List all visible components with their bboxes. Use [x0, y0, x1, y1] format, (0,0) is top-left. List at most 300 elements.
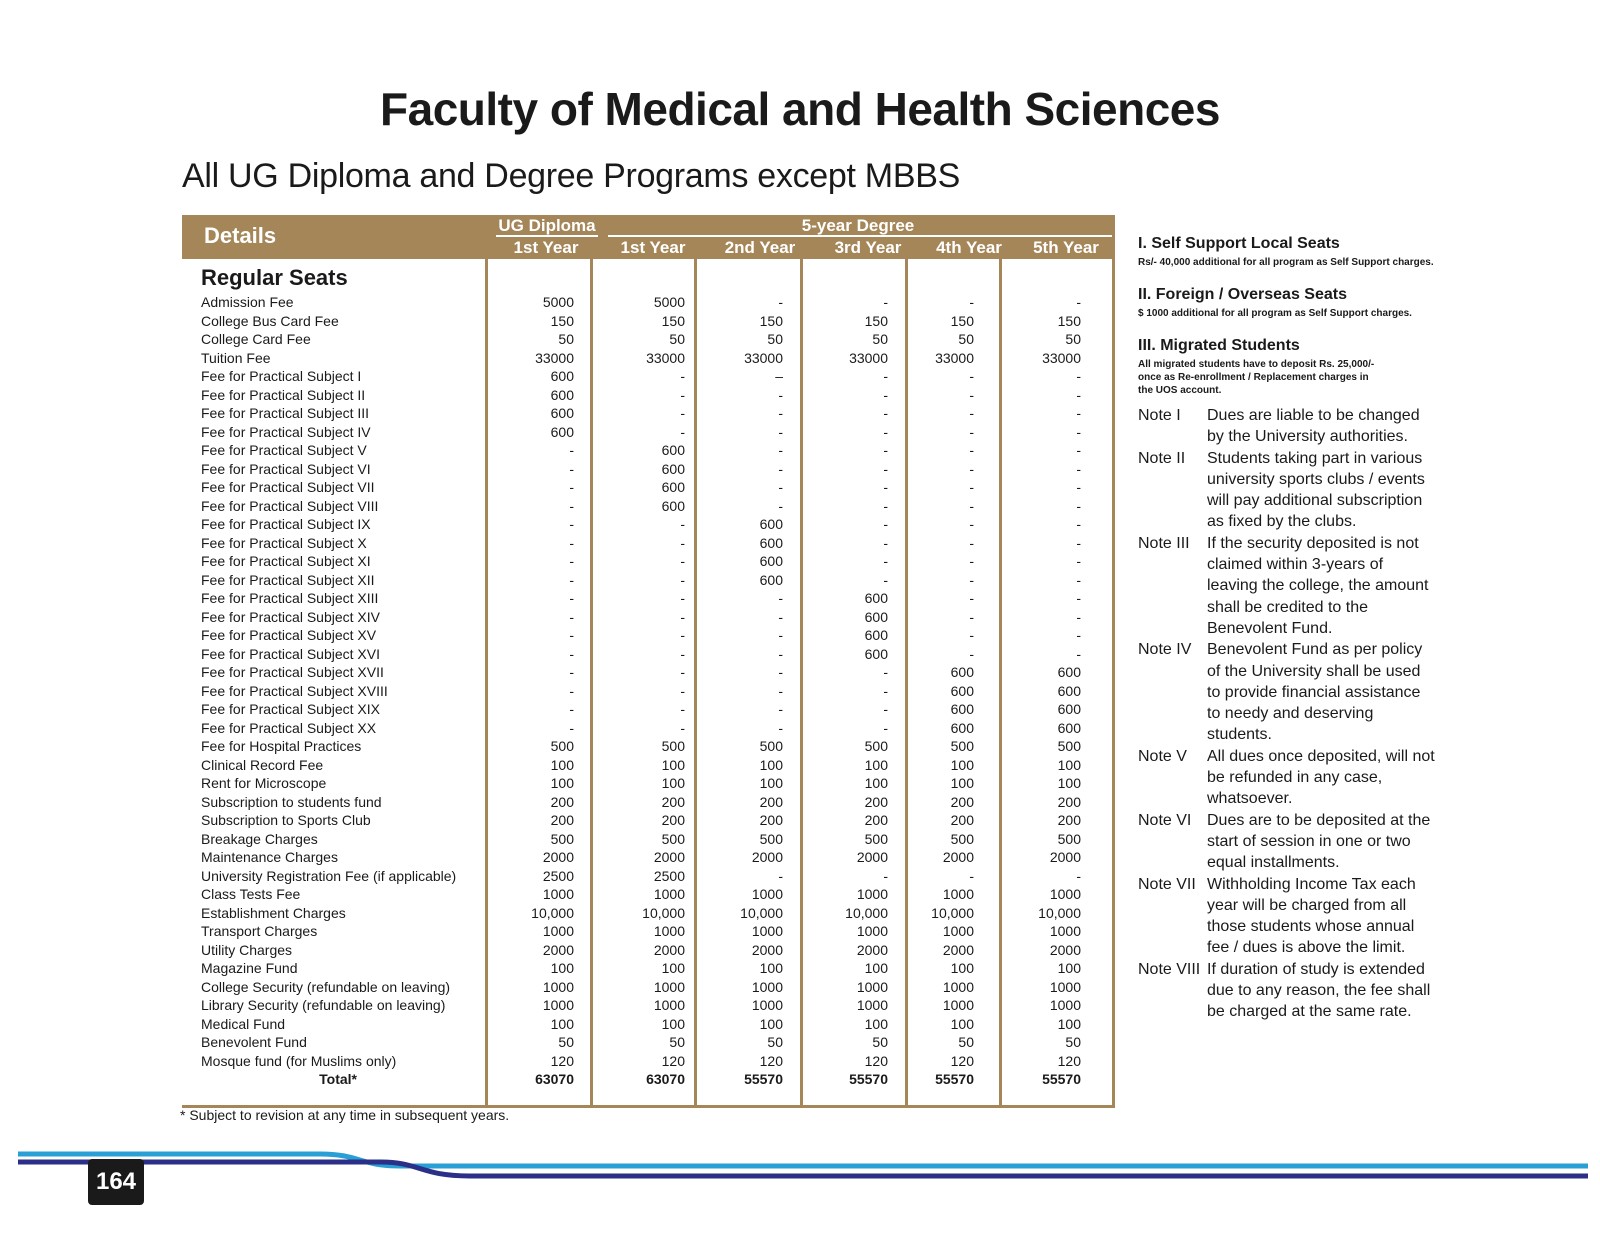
fee-cell: 120 — [759, 1052, 783, 1069]
table-row — [182, 645, 1115, 664]
fee-cell: 1000 — [1049, 978, 1081, 995]
fee-cell: 600 — [759, 553, 783, 569]
fee-cell: 600 — [950, 719, 974, 736]
fee-cell: 55570 — [1042, 1071, 1081, 1087]
row-label: Fee for Practical Subject XVIII — [201, 682, 388, 699]
fee-cell: 200 — [864, 812, 888, 828]
page-number: 164 — [88, 1159, 144, 1205]
fee-cell: 500 — [661, 738, 685, 754]
table-row — [182, 737, 1115, 756]
fee-cell: - — [569, 497, 574, 514]
fee-cell: 100 — [550, 756, 574, 773]
group-header-5-year-degree: 5-year Degree — [801, 216, 915, 235]
info-text: $ 1000 additional for all program as Self Support charges. — [1138, 308, 1412, 319]
fee-cell: 500 — [1057, 738, 1081, 754]
fee-cell: - — [778, 719, 783, 736]
row-label: Fee for Practical Subject VII — [201, 479, 375, 495]
row-label: Fee for Practical Subject XI — [201, 553, 371, 569]
fee-cell: 1000 — [751, 978, 783, 995]
fee-cell: 33000 — [935, 349, 974, 366]
table-row — [182, 589, 1115, 608]
table-header — [182, 215, 1115, 259]
fee-cell: - — [969, 571, 974, 588]
fee-cell: 600 — [550, 386, 574, 403]
fee-cell: 150 — [661, 312, 685, 329]
fee-cell: - — [1076, 442, 1081, 458]
fee-cell: - — [883, 553, 888, 569]
note-text: If duration of study is extended due to any reason, the fee shall be charged at the same rate. — [1207, 960, 1431, 1021]
column-divider — [590, 259, 593, 1105]
fee-cell: 1000 — [542, 923, 574, 939]
fee-cell: 1000 — [542, 978, 574, 995]
fee-cell: 2000 — [653, 849, 685, 865]
fee-cell: 100 — [550, 960, 574, 976]
fee-cell: - — [680, 553, 685, 569]
column-divider — [999, 259, 1002, 1105]
row-label: Fee for Practical Subject XVII — [201, 664, 384, 680]
fee-cell: 100 — [759, 775, 783, 791]
note-item — [1138, 405, 1438, 448]
page-title: Faculty of Medical and Health Sciences — [380, 83, 1220, 135]
fee-cell: 200 — [550, 793, 574, 810]
fee-cell: 100 — [1057, 756, 1081, 773]
fee-cell: - — [969, 294, 974, 310]
fee-cell: 500 — [950, 738, 974, 754]
fee-cell: 500 — [550, 738, 574, 754]
fee-cell: 120 — [661, 1052, 685, 1069]
fee-cell: - — [1076, 627, 1081, 643]
table-row — [182, 922, 1115, 941]
fee-cell: - — [778, 664, 783, 680]
column-divider — [905, 259, 908, 1105]
fee-cell: 100 — [550, 1015, 574, 1032]
year-header: 2nd Year — [724, 238, 796, 257]
fee-cell: 10,000 — [642, 904, 685, 921]
fee-cell: - — [1076, 590, 1081, 606]
fee-cell: 2000 — [1049, 849, 1081, 865]
table-row — [182, 830, 1115, 849]
fee-cell: 100 — [950, 756, 974, 773]
fee-cell: 2000 — [856, 849, 888, 865]
table-row — [182, 848, 1115, 867]
row-label: Utility Charges — [201, 941, 293, 958]
row-label: Tuition Fee — [201, 349, 271, 366]
row-label: College Security (refundable on leaving) — [201, 978, 451, 995]
column-divider — [694, 259, 697, 1105]
fee-cell: - — [569, 682, 574, 699]
fee-cell: 120 — [950, 1052, 974, 1069]
fee-cell: - — [1076, 516, 1081, 532]
fee-cell: - — [1076, 645, 1081, 662]
fee-cell: – — [775, 368, 783, 384]
fee-cell: 1000 — [942, 997, 974, 1013]
table-row — [182, 941, 1115, 960]
details-header: Details — [204, 223, 277, 248]
note-label: Note VII — [1138, 875, 1196, 893]
row-label: Fee for Practical Subject XIII — [201, 590, 379, 606]
fee-cell: 600 — [864, 590, 888, 606]
note-item — [1138, 810, 1438, 874]
row-label: Fee for Practical Subject V — [201, 442, 367, 458]
fee-cell: 200 — [950, 812, 974, 828]
fee-cell: - — [778, 294, 783, 310]
column-divider — [485, 259, 488, 1105]
fee-cell: - — [1076, 386, 1081, 403]
fee-cell: 200 — [759, 812, 783, 828]
fee-cell: 600 — [950, 664, 974, 680]
fee-cell: 55570 — [849, 1071, 888, 1087]
fee-cell: 500 — [759, 830, 783, 847]
fee-cell: - — [969, 627, 974, 643]
fee-cell: - — [680, 386, 685, 403]
note-item — [1138, 874, 1438, 959]
fee-cell: - — [569, 608, 574, 625]
note-label: Note VI — [1138, 811, 1192, 829]
table-row — [182, 885, 1115, 904]
fee-cell: - — [1076, 867, 1081, 884]
fee-cell: - — [969, 645, 974, 662]
fee-cell: 200 — [759, 793, 783, 810]
fee-cell: - — [569, 571, 574, 588]
section-label: Regular Seats — [201, 265, 348, 290]
fee-cell: 55570 — [935, 1071, 974, 1087]
fee-cell: 33000 — [744, 349, 783, 366]
fee-cell: 1000 — [1049, 923, 1081, 939]
table-row — [182, 996, 1115, 1015]
row-label: Fee for Practical Subject XIV — [201, 608, 380, 625]
column-divider — [1112, 259, 1115, 1105]
fee-cell: - — [883, 719, 888, 736]
fee-cell: 1000 — [653, 923, 685, 939]
fee-cell: 2000 — [542, 941, 574, 958]
fee-cell: 600 — [864, 627, 888, 643]
fee-cell: 100 — [950, 775, 974, 791]
fee-cell: 200 — [950, 793, 974, 810]
fee-cell: - — [883, 571, 888, 588]
table-row — [182, 441, 1115, 460]
fee-cell: - — [883, 867, 888, 884]
fee-cell: - — [569, 516, 574, 532]
row-label: Fee for Hospital Practices — [201, 738, 362, 754]
fee-cell: - — [778, 608, 783, 625]
fee-cell: 33000 — [535, 349, 574, 366]
table-body — [182, 259, 1115, 1108]
fee-cell: - — [1076, 534, 1081, 551]
row-label: Clinical Record Fee — [201, 756, 324, 773]
row-label: Fee for Practical Subject IX — [201, 516, 371, 532]
note-item — [1138, 533, 1438, 639]
fee-cell: - — [969, 608, 974, 625]
fee-cell: 1000 — [542, 997, 574, 1013]
info-text: All migrated students have to deposit Rs. 25,000/- once as Re-enrollment / Replacement charges in the UOS account. — [1138, 359, 1375, 396]
fee-cell: 150 — [950, 312, 974, 329]
table-row — [182, 756, 1115, 775]
note-label: Note II — [1138, 449, 1186, 467]
fee-cell: 600 — [661, 497, 685, 514]
fee-cell: 2000 — [751, 849, 783, 865]
fee-cell: - — [680, 608, 685, 625]
fee-cell: - — [680, 645, 685, 662]
info-text: Rs/- 40,000 additional for all program as Self Support charges. — [1138, 257, 1434, 268]
fee-cell: 600 — [1057, 664, 1081, 680]
fee-cell: - — [680, 405, 685, 421]
table-row — [182, 719, 1115, 738]
year-header: 5th Year — [1033, 238, 1099, 257]
row-label: Mosque fund (for Muslims only) — [201, 1052, 397, 1069]
note-text: Dues are to be deposited at the start of session in one or two equal installments. — [1207, 811, 1431, 872]
fee-cell: 2000 — [1049, 941, 1081, 958]
fee-cell: - — [883, 701, 888, 717]
fee-cell: 50 — [558, 331, 574, 347]
fee-cell: 600 — [1057, 701, 1081, 717]
fee-cell: 600 — [550, 423, 574, 440]
fee-cell: - — [680, 627, 685, 643]
fee-cell: 1000 — [653, 997, 685, 1013]
fee-cell: 600 — [661, 442, 685, 458]
table-row — [182, 571, 1115, 590]
fee-cell: 120 — [1057, 1052, 1081, 1069]
year-header: 4th Year — [936, 238, 1002, 257]
fee-cell: - — [680, 571, 685, 588]
group-header-ug-diploma: UG Diploma — [498, 216, 596, 235]
table-row — [182, 1033, 1115, 1052]
fee-cell: 500 — [759, 738, 783, 754]
notes-list — [1138, 405, 1438, 1023]
fee-cell: 1000 — [1049, 886, 1081, 902]
table-row — [182, 608, 1115, 627]
fee-cell: - — [1076, 497, 1081, 514]
fee-cell: 600 — [550, 368, 574, 384]
fee-cell: - — [969, 516, 974, 532]
fee-cell: - — [969, 405, 974, 421]
row-label: Fee for Practical Subject IV — [201, 423, 371, 440]
fee-cell: - — [1076, 460, 1081, 477]
row-label: College Card Fee — [201, 331, 311, 347]
note-text: All dues once deposited, will not be refunded in any case, whatsoever. — [1207, 747, 1435, 808]
fee-cell: - — [969, 590, 974, 606]
fee-cell: - — [969, 460, 974, 477]
fee-cell: 600 — [661, 479, 685, 495]
footer-wave-lines — [0, 1150, 1600, 1210]
fee-cell: - — [883, 682, 888, 699]
table-row — [182, 367, 1115, 386]
total-row — [182, 1070, 1115, 1089]
note-item — [1138, 746, 1438, 810]
table-row — [182, 626, 1115, 645]
fee-cell: 1000 — [942, 923, 974, 939]
row-label: Fee for Practical Subject VI — [201, 460, 371, 477]
fee-cell: 33000 — [1042, 349, 1081, 366]
fee-cell: 100 — [864, 775, 888, 791]
info-heading: I. Self Support Local Seats — [1138, 235, 1340, 252]
fee-cell: 120 — [864, 1052, 888, 1069]
fee-cell: 200 — [550, 812, 574, 828]
page-subtitle: All UG Diploma and Degree Programs except MBBS — [182, 157, 960, 195]
sidebar-notes — [1138, 235, 1438, 1023]
fee-cell: - — [883, 442, 888, 458]
fee-cell: - — [680, 719, 685, 736]
fee-cell: - — [680, 516, 685, 532]
fee-cell: - — [569, 719, 574, 736]
fee-cell: 100 — [661, 1015, 685, 1032]
fee-cell: - — [969, 867, 974, 884]
fee-cell: 2000 — [542, 849, 574, 865]
table-row — [182, 1052, 1115, 1071]
row-label: Establishment Charges — [201, 904, 346, 921]
fee-cell: 100 — [864, 960, 888, 976]
fee-cell: - — [969, 423, 974, 440]
note-item — [1138, 448, 1438, 533]
fee-cell: 50 — [669, 1034, 685, 1050]
fee-cell: - — [569, 664, 574, 680]
fee-cell: 33000 — [646, 349, 685, 366]
fee-cell: - — [778, 701, 783, 717]
fee-cell: - — [778, 645, 783, 662]
fee-cell: 2000 — [942, 849, 974, 865]
fee-cell: - — [969, 368, 974, 384]
fee-cell: 50 — [767, 331, 783, 347]
fee-cell: 100 — [1057, 1015, 1081, 1032]
fee-cell: 10,000 — [845, 904, 888, 921]
table-row — [182, 959, 1115, 978]
fee-cell: - — [569, 460, 574, 477]
fee-cell: - — [969, 442, 974, 458]
fee-cell: 600 — [759, 516, 783, 532]
fee-cell: - — [778, 497, 783, 514]
fee-cell: - — [569, 701, 574, 717]
fee-cell: - — [883, 460, 888, 477]
row-label: Total* — [319, 1071, 357, 1087]
fee-cell: 600 — [1057, 682, 1081, 699]
fee-cell: - — [883, 405, 888, 421]
table-row — [182, 312, 1115, 331]
fee-cell: 50 — [872, 1034, 888, 1050]
row-label: Fee for Practical Subject XVI — [201, 645, 380, 662]
info-block-foreign — [1138, 286, 1438, 320]
row-label: Maintenance Charges — [201, 849, 338, 865]
column-divider — [800, 259, 803, 1105]
fee-cell: 50 — [767, 1034, 783, 1050]
fee-cell: 150 — [864, 312, 888, 329]
row-label: Fee for Practical Subject III — [201, 405, 370, 421]
fee-cell: - — [778, 442, 783, 458]
fee-cell: - — [883, 664, 888, 680]
row-label: Subscription to Sports Club — [201, 812, 371, 828]
fee-cell: 50 — [1065, 331, 1081, 347]
fee-cell: - — [883, 516, 888, 532]
fee-cell: - — [883, 479, 888, 495]
table-row — [182, 293, 1115, 312]
fee-cell: 100 — [864, 1015, 888, 1032]
fee-cell: 100 — [661, 775, 685, 791]
fee-cell: 150 — [759, 312, 783, 329]
fee-cell: 50 — [1065, 1034, 1081, 1050]
fee-cell: 50 — [958, 1034, 974, 1050]
fee-cell: 100 — [864, 756, 888, 773]
fee-cell: 10,000 — [740, 904, 783, 921]
fee-cell: 200 — [864, 793, 888, 810]
fee-cell: 200 — [661, 793, 685, 810]
row-label: Transport Charges — [201, 923, 318, 939]
fee-cell: 10,000 — [531, 904, 574, 921]
fee-cell: - — [883, 294, 888, 310]
row-label: Class Tests Fee — [201, 886, 301, 902]
note-text: If the security deposited is not claimed within 3-years of leaving the college, the amount shall be credited to the Benevolent Fund. — [1207, 534, 1429, 637]
fee-cell: 50 — [558, 1034, 574, 1050]
table-row — [182, 700, 1115, 719]
fee-cell: 63070 — [535, 1071, 574, 1087]
fee-cell: 2000 — [942, 941, 974, 958]
fee-cell: 50 — [958, 331, 974, 347]
fee-cell: 10,000 — [1038, 904, 1081, 921]
note-label: Note V — [1138, 747, 1187, 765]
row-label: Admission Fee — [201, 294, 294, 310]
table-row — [182, 460, 1115, 479]
fee-cell: 200 — [1057, 793, 1081, 810]
note-label: Note III — [1138, 534, 1190, 552]
fee-cell: 100 — [661, 960, 685, 976]
year-header: 1st Year — [513, 238, 579, 257]
fee-cell: - — [1076, 368, 1081, 384]
fee-cell: 100 — [550, 775, 574, 791]
fee-cell: - — [569, 590, 574, 606]
fee-cell: - — [778, 386, 783, 403]
fee-cell: 600 — [864, 645, 888, 662]
fee-cell: 2000 — [751, 941, 783, 958]
info-block-migrated — [1138, 337, 1438, 397]
fee-cell: - — [969, 497, 974, 514]
table-row — [182, 1015, 1115, 1034]
fee-cell: - — [1076, 553, 1081, 569]
fee-cell: 600 — [661, 460, 685, 477]
fee-cell: 600 — [1057, 719, 1081, 736]
table-row — [182, 515, 1115, 534]
note-label: Note I — [1138, 407, 1181, 424]
fee-cell: - — [883, 534, 888, 551]
fee-cell: 1000 — [856, 886, 888, 902]
fee-cell: 120 — [550, 1052, 574, 1069]
fee-cell: 2000 — [856, 941, 888, 958]
fee-cell: 2500 — [653, 867, 685, 884]
table-row — [182, 811, 1115, 830]
fee-cell: 1000 — [751, 886, 783, 902]
table-row — [182, 793, 1115, 812]
fee-cell: - — [1076, 571, 1081, 588]
fee-cell: - — [969, 479, 974, 495]
fee-cell: 600 — [950, 682, 974, 699]
fee-cell: 63070 — [646, 1071, 685, 1087]
fee-cell: 50 — [872, 331, 888, 347]
fee-cell: - — [778, 460, 783, 477]
fee-cell: 5000 — [653, 294, 685, 310]
fee-cell: - — [569, 645, 574, 662]
table-row — [182, 404, 1115, 423]
fee-cell: 1000 — [542, 886, 574, 902]
fee-cell: 1000 — [856, 978, 888, 995]
fee-cell: 10,000 — [931, 904, 974, 921]
info-heading: II. Foreign / Overseas Seats — [1138, 286, 1347, 303]
row-label: Fee for Practical Subject XX — [201, 719, 377, 736]
fee-cell: 100 — [661, 756, 685, 773]
table-row — [182, 349, 1115, 368]
fee-cell: 600 — [759, 534, 783, 551]
row-label: Medical Fund — [201, 1015, 286, 1032]
table-row — [182, 663, 1115, 682]
fee-cell: 200 — [1057, 812, 1081, 828]
fee-cell: 600 — [759, 571, 783, 588]
table-row — [182, 497, 1115, 516]
fee-cell: 1000 — [856, 997, 888, 1013]
